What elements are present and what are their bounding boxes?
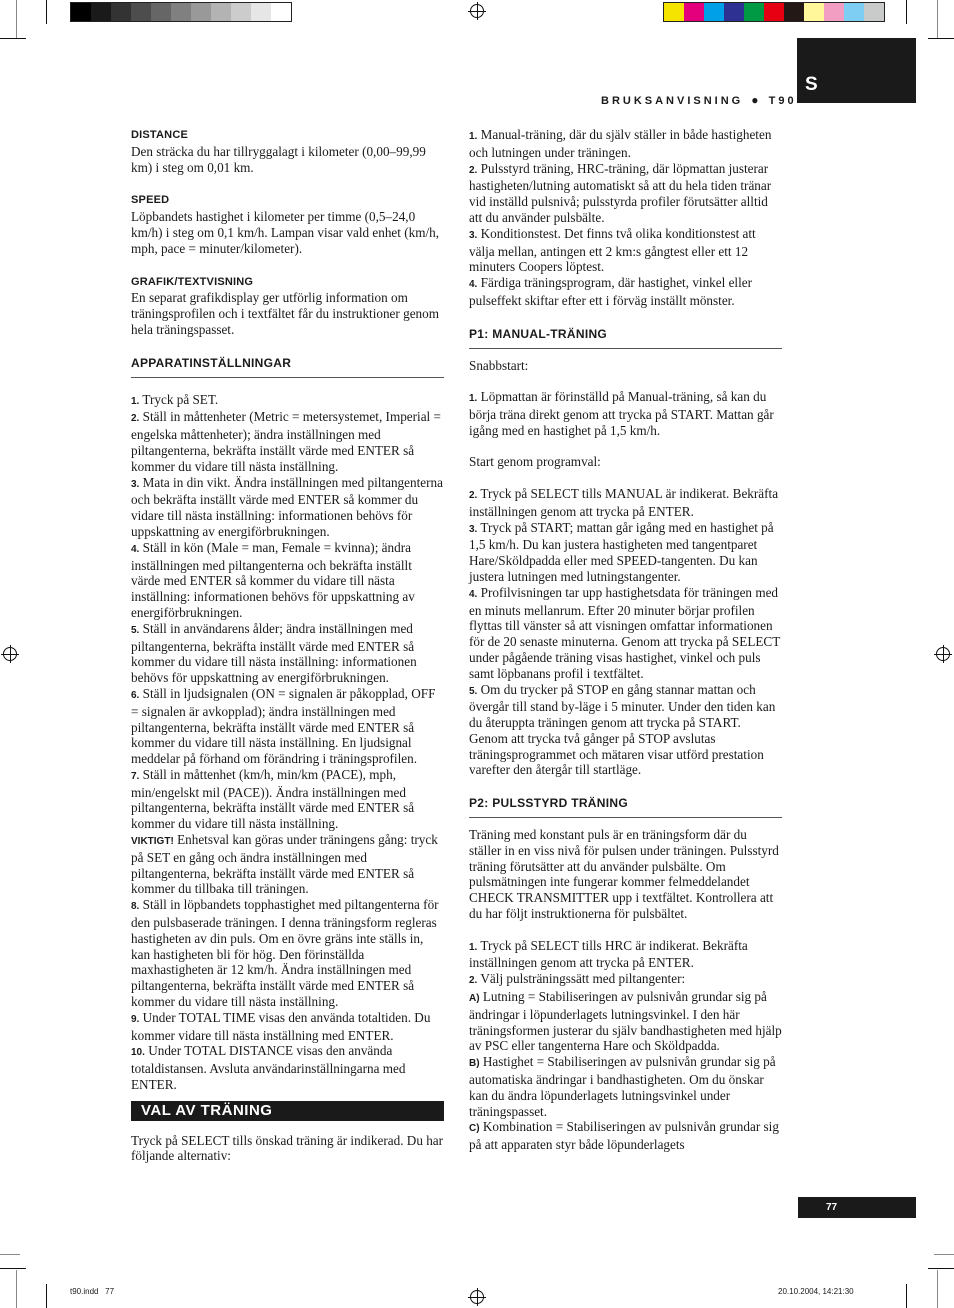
language-tab: [797, 38, 916, 103]
color-swatch: [684, 3, 704, 21]
item-text: Välj pulsträningssätt med piltangenter:: [480, 971, 686, 987]
item-text: Mata in din vikt. Ändra inställningen med piltangenterna och bekräfta inställt värde med ENTER så kommer du vidare till nästa inställning: informationen behövs för uppskattning av energiförbrukningen.: [131, 474, 443, 539]
item-text: Hastighet = Stabiliseringen av pulsnivån grundar sig på automatiska ändringar i bandhastigheten. Om du önskar kan du ändra löpunderlagets lutningsvinkel under träningspasset.: [469, 1054, 776, 1119]
item-number: C): [469, 1123, 480, 1135]
color-swatch: [71, 3, 91, 21]
section-title-distance: DISTANCE: [131, 129, 189, 141]
list-item: [469, 585, 782, 682]
list-item: [131, 686, 444, 767]
registration-mark-right: [936, 647, 950, 661]
item-number: 3.: [469, 523, 478, 535]
section-title-grafik: GRAFIK/TEXTVISNING: [131, 275, 254, 288]
section-title-speed: SPEED: [131, 194, 170, 207]
color-swatch: [111, 3, 131, 21]
section-title-apparat: APPARATINSTÄLLNINGAR: [131, 356, 444, 378]
list-item: [131, 1043, 444, 1092]
color-swatch: [171, 3, 191, 21]
item-number: 4.: [131, 543, 140, 555]
color-swatch: [251, 3, 271, 21]
item-text: Under TOTAL TIME visas den använda totaltiden. Du kommer vidare till nästa inställning med ENTER.: [131, 1009, 431, 1043]
item-text: Ställ in måttenheter (Metric = metersystemet, Imperial = engelska måttenheter); ändra inställningen med piltangenterna, bekräfta inställt värde med ENTER så kommer du vidare till nästa inställning.: [131, 409, 441, 474]
color-swatch: [151, 3, 171, 21]
item-text: Pulsstyrd träning, HRC-träning, där löpmattan justerar hastigheten/lutning automatiskt så att du hela tiden tränar vid inställd pulsnivå; pulsstyrda profiler förutsätter alltid att du använder pulsbälte.: [469, 160, 772, 225]
list-item: [469, 127, 782, 161]
item-text: Färdiga träningsprogram, där hastighet, vinkel eller pulseffekt skiftar efter ett i förväg inställt mönster.: [469, 275, 753, 308]
item-number: 2.: [469, 975, 478, 987]
color-swatch: [764, 3, 784, 21]
training-options-list: [469, 127, 782, 309]
item-number: 1.: [469, 393, 478, 405]
color-swatch: [231, 3, 251, 21]
bullet: ●: [751, 93, 759, 107]
list-item: [131, 897, 444, 1010]
item-number: 5.: [131, 624, 140, 636]
item-number: 2.: [131, 413, 140, 425]
language-tab-letter: S: [805, 74, 818, 95]
item-text: Löpmattan är förinställd på Manual-träning, så kan du börja träna direkt genom att trycka på START. Mattan går igång med en hastighet på 1,5 km/h.: [469, 389, 774, 438]
item-number: 7.: [131, 770, 140, 782]
item-number: 10.: [131, 1047, 145, 1059]
model-label: T90: [768, 95, 797, 107]
item-text: Lutning = Stabiliseringen av pulsnivån grundar sig på ändringar i löpunderlagets lutningsvinkel. I den här träningsformen justerar du själv bandhastigheten med hjälp av PSC eller tangenterna Hare och Sköldpadda.: [469, 989, 782, 1054]
section-text-distance: Den sträcka du har tillryggalagt i kilometer (0,00–99,99 km) i steg om 0,01 km.: [131, 143, 426, 175]
p1-steps-list: [469, 486, 782, 778]
item-text: Kombination = Stabiliseringen av pulsnivån grundar sig på att apparaten styr både löpunderlagets: [469, 1119, 779, 1153]
color-swatch: [91, 3, 111, 21]
section-text-speed: Löpbandets hastighet i kilometer per timme (0,5–24,0 km/h) i steg om 0,1 km/h. Lampan visar vald enhet (km/h, mph, pace = minuter/kilometer).: [131, 209, 440, 256]
list-item: [131, 621, 444, 686]
item-number: 6.: [131, 689, 140, 701]
section-text-val: Tryck på SELECT tills önskad träning är indikerad. Du har följande alternativ:: [131, 1132, 444, 1164]
list-item: [469, 1054, 782, 1119]
item-number: B): [469, 1058, 480, 1070]
item-text: Ställ in kön (Male = man, Female = kvinna); ändra inställningen med piltangenterna och bekräfta inställt värde med ENTER så kommer du vidare till nästa inställning: informationen behövs för uppskattning av energiförbrukningen.: [131, 539, 415, 620]
color-swatch: [864, 3, 884, 21]
color-swatch: [704, 3, 724, 21]
registration-mark-top: [470, 4, 484, 18]
list-item: [131, 832, 444, 897]
item-text: Tryck på START; mattan går igång med en hastighet på 1,5 km/h. Du kan justera hastigheten med tangentparet Hare/Sköldpadda eller med SPEED-tangenten. Du kan justera lutningen med lutningstangenter.: [469, 519, 774, 584]
list-item: [131, 767, 444, 832]
list-item: [131, 392, 444, 410]
list-item: [469, 486, 782, 520]
color-swatch: [664, 3, 684, 21]
list-item: [131, 409, 444, 474]
page-number: 77: [826, 1202, 838, 1213]
list-item: [469, 971, 782, 989]
item-text: Manual-träning, där du själv ställer in både hastigheten och lutningen under träningen.: [469, 127, 772, 160]
list-item: [469, 1119, 782, 1153]
list-item: [131, 540, 444, 621]
color-swatch: [744, 3, 764, 21]
process-color-bar: [663, 2, 885, 22]
item-text: Om du trycker på STOP en gång stannar mattan och övergår till stand by-läge i 5 minuter. Under den tiden kan du återuppta träningen genom att trycka på START. Genom att trycka två gånger på STOP avslutas träningsprogrammet och mätaren visar utförd prestation varefter den återgår till startläge.: [469, 681, 776, 778]
list-item: [469, 989, 782, 1054]
item-number: 3.: [469, 229, 478, 241]
print-timestamp: 20.10.2004, 14:21:30: [778, 1287, 854, 1296]
grayscale-color-bar: [70, 2, 292, 22]
item-text: Tryck på SELECT tills HRC är indikerat. Bekräfta inställningen genom att trycka på ENTER.: [469, 937, 748, 971]
item-text: Under TOTAL DISTANCE visas den använda totaldistansen. Avsluta användarinställningarna med ENTER.: [131, 1043, 406, 1093]
color-swatch: [131, 3, 151, 21]
list-item: [131, 475, 444, 540]
section-title-p1: P1: MANUAL-TRÄNING: [469, 327, 782, 349]
registration-mark-bottom: [470, 1290, 484, 1304]
section-title-p2: P2: PULSSTYRD TRÄNING: [469, 796, 782, 818]
list-item: [469, 938, 782, 972]
file-slug: t90.indd 77: [70, 1287, 115, 1296]
item-text: Enhetsval kan göras under träningens gång: tryck på SET en gång och ändra inställningen med piltangenterna, bekräfta inställt värde med ENTER så kommer du tillbaka till träningen.: [131, 832, 438, 897]
item-number: 1.: [469, 131, 478, 142]
item-number: 2.: [469, 164, 478, 176]
item-text: Ställ in löpbandets topphastighet med piltangenterna för den pulsbaserade träningen. I denna träningsform regleras hastigheten av din puls. Om en övre gräns inte ställs in, kan hastigheten bli för hög. Den förinställda maxhastigheten är 12 km/h. Ändra inställningen med piltangenterna, bekräfta inställt värde med ENTER så kommer du vidare till nästa inställning.: [131, 897, 439, 1010]
apparat-steps-list: [131, 392, 444, 1093]
color-swatch: [844, 3, 864, 21]
p2-steps-list: [469, 938, 782, 1153]
color-swatch: [271, 3, 291, 21]
item-number: 4.: [469, 588, 478, 600]
item-number: 8.: [131, 901, 140, 913]
p1-quickstart: Snabbstart:: [469, 357, 529, 373]
item-text: Konditionstest. Det finns två olika konditionstest att välja mellan, antingen ett 2 km:s gångtest eller ett 12 minuters Coopers löptest.: [469, 225, 756, 275]
item-number: 3.: [131, 478, 140, 490]
p2-intro: Träning med konstant puls är en träningsform där du ställer in en viss nivå för pulsen under träningen. Pulsstyrd träning förutsätter att du använder pulsbälte. Om pulsmätningen inte fungerar kommer felmeddelandet CHECK TRANSMITTER upp i textfältet. Kontrollera att du har följt instruktionerna för pulsbältet.: [469, 827, 779, 922]
item-number: 1.: [131, 395, 140, 407]
color-swatch: [824, 3, 844, 21]
left-column: [131, 128, 444, 1164]
item-number: 4.: [469, 279, 478, 291]
color-swatch: [784, 3, 804, 21]
color-swatch: [191, 3, 211, 21]
item-text: Ställ in användarens ålder; ändra inställningen med piltangenterna, bekräfta inställt värde med ENTER så kommer du vidare till nästa inställning: informationen behövs för uppskattning av energiförbrukningen.: [131, 620, 417, 686]
item-number: 5.: [469, 685, 478, 697]
page-number-box: [798, 1197, 916, 1218]
color-swatch: [724, 3, 744, 21]
list-item: [469, 389, 782, 438]
p1-start-program: Start genom programval:: [469, 454, 601, 470]
item-text: Tryck på SELECT tills MANUAL är indikerat. Bekräfta inställningen genom att trycka på ENTER.: [469, 485, 779, 519]
registration-mark-left: [3, 647, 17, 661]
list-item: [131, 1010, 444, 1044]
manual-label: BRUKSANVISNING: [601, 95, 744, 107]
item-text: Ställ in ljudsignalen (ON = signalen är påkopplad, OFF = signalen är avkopplad); ändra inställningen med piltangenterna, bekräfta inställt värde med ENTER så kommer du vidare till nästa inställning. En ljudsignal meddelar på förhand om förändring i träningsprofilen.: [131, 685, 436, 767]
list-item: [469, 161, 782, 226]
section-banner-val-av-traning: VAL AV TRÄNING: [131, 1101, 444, 1121]
right-column: [469, 127, 782, 1153]
list-item: [469, 682, 782, 779]
color-swatch: [211, 3, 231, 21]
item-number: 2.: [469, 489, 478, 501]
list-item: [469, 520, 782, 585]
list-item: [469, 275, 782, 309]
item-number: 1.: [469, 941, 478, 953]
item-text: Profilvisningen tar upp hastighetsdata för träningen med en minuts mellanrum. Efter 20 minuter börjar profilen flyttas till vänster så att visningen omfattar informationen för de 20 senaste minuterna. Genom att trycka på SELECT under pågående träning visas hastighet, vinkel och puls samt löpbanans profil i textfältet.: [469, 584, 781, 681]
item-number: VIKTIGT!: [131, 836, 174, 848]
item-text: Ställ in måttenhet (km/h, min/km (PACE), mph, min/engelskt mil (PACE)). Ändra inställningen med piltangenterna, bekräfta inställt värde med ENTER så kommer du vidare till nästa inställning.: [131, 766, 415, 832]
section-text-grafik: En separat grafikdisplay ger utförlig information om träningsprofilen och i textfältet får du instruktioner genom hela träningspasset.: [131, 290, 439, 337]
list-item: [469, 226, 782, 275]
item-text: Tryck på SET.: [142, 391, 219, 407]
item-number: A): [469, 993, 480, 1005]
color-swatch: [804, 3, 824, 21]
item-number: 9.: [131, 1013, 140, 1025]
running-header: [601, 93, 797, 107]
